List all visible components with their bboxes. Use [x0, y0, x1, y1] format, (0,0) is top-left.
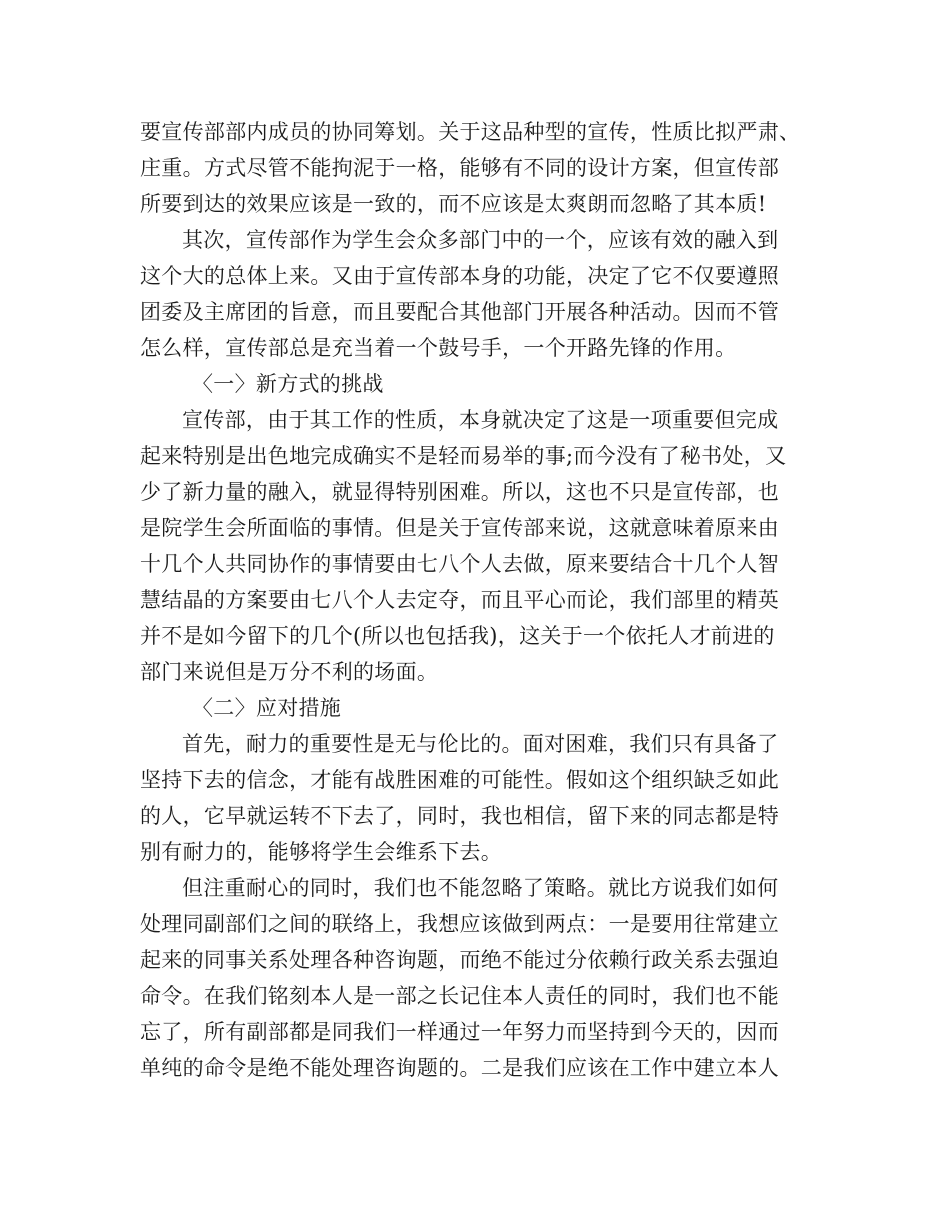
text-line: 单纯的命令是绝不能处理咨询题的。二是我们应该在工作中建立本人: [140, 1056, 779, 1080]
paragraph-first-line: 首先，耐力的重要性是无与伦比的。面对困难，我们只有具备了: [182, 732, 779, 756]
text-line: 慧结晶的方案要由七八个人去定夺，而且平心而论，我们部里的精英: [140, 588, 779, 612]
text-line: 并不是如今留下的几个(所以也包括我)，这关于一个依托人才前进的: [140, 624, 775, 648]
text-line: 坚持下去的信念，才能有战胜困难的可能性。假如这个组织缺乏如此: [140, 768, 779, 792]
text-line: 起来的同事关系处理各种咨询题，而绝不能过分依赖行政关系去强迫: [140, 948, 779, 972]
text-line: 的人，它早就运转不下去了，同时，我也相信，留下来的同志都是特: [140, 804, 779, 828]
text-line: 别有耐力的，能够将学生会维系下去。: [140, 840, 503, 864]
text-line: 要宣传部部内成员的协同筹划。关于这品种型的宣传，性质比拟严肃、: [140, 120, 801, 144]
paragraph-first-line: 宣传部，由于其工作的性质，本身就决定了这是一项重要但完成: [182, 408, 779, 432]
text-line: 忘了，所有副部都是同我们一样通过一年努力而坚持到今天的，因而: [140, 1020, 779, 1044]
paragraph-first-line: 但注重耐心的同时，我们也不能忽略了策略。就比方说我们如何: [182, 876, 779, 900]
text-line: 部门来说但是万分不利的场面。: [140, 660, 439, 684]
text-line: 少了新力量的融入，就显得特别困难。所以，这也不只是宣传部，也: [140, 480, 779, 504]
text-line: 十几个人共同协作的事情要由七八个人去做，原来要结合十几个人智: [140, 552, 779, 576]
text-line: 所要到达的效果应该是一致的，而不应该是太爽朗而忽略了其本质!: [140, 192, 767, 216]
text-line: 是院学生会所面临的事情。但是关于宣传部来说，这就意味着原来由: [140, 516, 779, 540]
text-line: 起来特别是出色地完成确实不是轻而易举的事;而今没有了秘书处，又: [140, 444, 787, 468]
section-heading: 〈一〉新方式的挑战: [192, 372, 384, 396]
text-line: 庄重。方式尽管不能拘泥于一格，能够有不同的设计方案，但宣传部: [140, 156, 779, 180]
section-heading: 〈二〉应对措施: [192, 696, 342, 720]
document-body: [140, 114, 812, 1086]
text-line: 命令。在我们铭刻本人是一部之长记住本人责任的同时，我们也不能: [140, 984, 779, 1008]
text-line: 这个大的总体上来。又由于宣传部本身的功能，决定了它不仅要遵照: [140, 264, 779, 288]
paragraph-first-line: 其次，宣传部作为学生会众多部门中的一个，应该有效的融入到: [182, 228, 779, 252]
text-line: 处理同副部们之间的联络上，我想应该做到两点：一是要用往常建立: [140, 912, 779, 936]
text-line: 团委及主席团的旨意，而且要配合其他部门开展各种活动。因而不管: [140, 300, 779, 324]
text-line: 怎么样，宣传部总是充当着一个鼓号手，一个开路先锋的作用。: [140, 336, 737, 360]
